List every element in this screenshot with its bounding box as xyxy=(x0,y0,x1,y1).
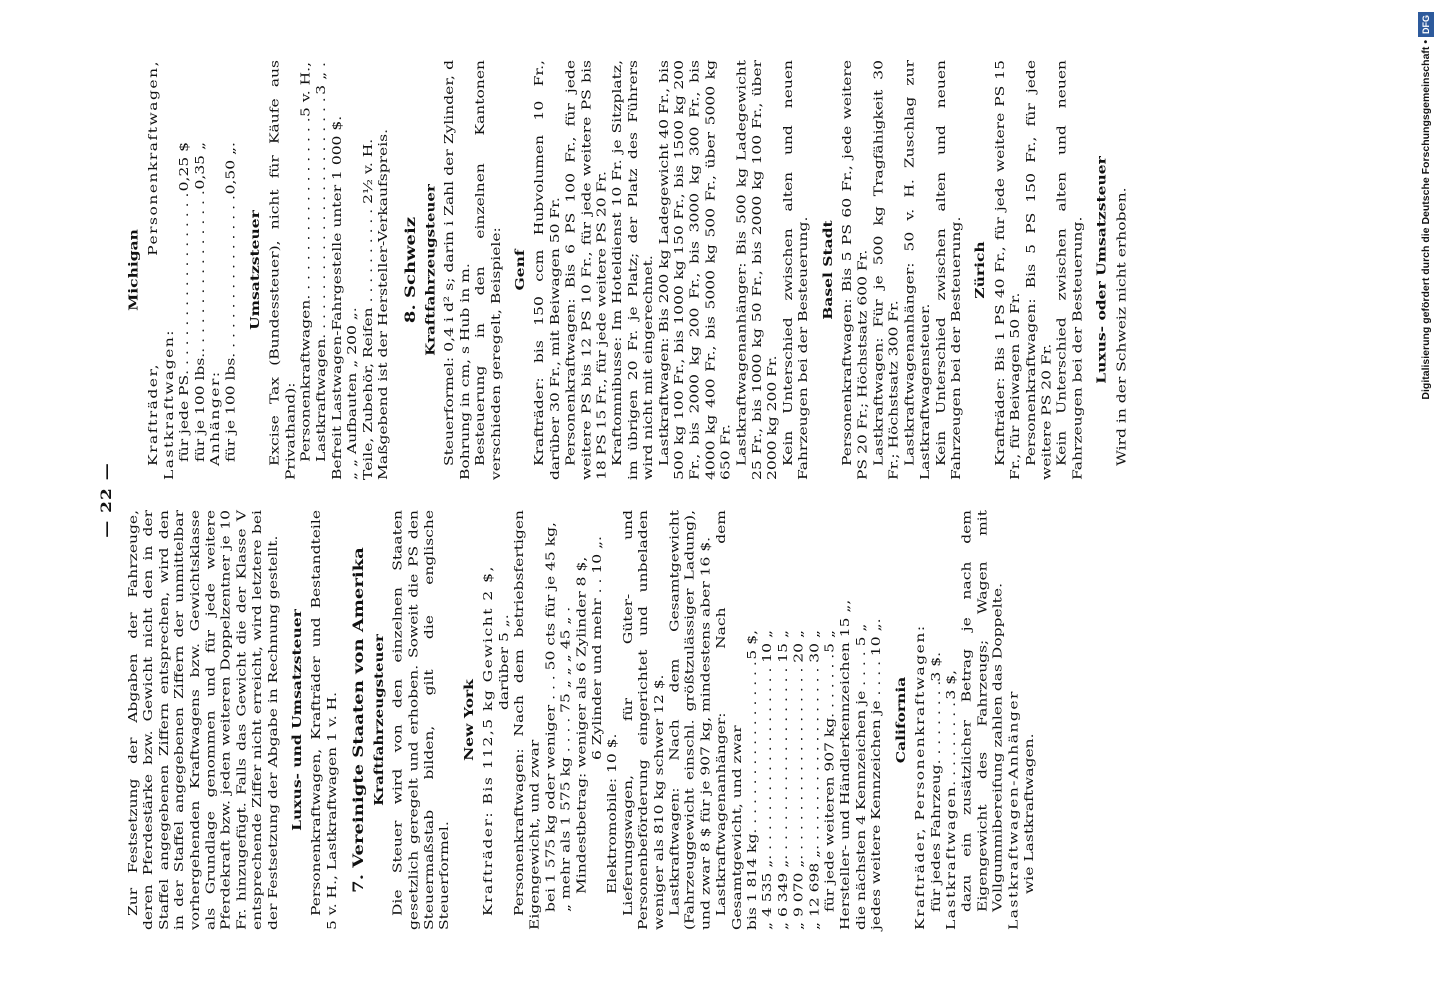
michigan-heading: Michigan xyxy=(125,229,141,311)
ny-weight-table xyxy=(745,630,838,930)
zh-personenkraftwagen: Personenkraftwagen: Bis 5 PS 150 Fr., für jede weitere PS 20 Fr. xyxy=(1023,60,1054,480)
um-row: Personenkraftwagen . . . 5 v. H., xyxy=(298,62,314,462)
ca-anhaenger-2: wie Lastkraftwagen. xyxy=(1021,733,1036,894)
ge-kein-unterschied: Kein Unterschied zwischen alten und neuen Fahrzeugen bei der Besteuerung. xyxy=(780,60,811,480)
um-massgebend: Maßgebend ist der Hersteller-Verkaufspreis. xyxy=(376,128,391,480)
usa-text: Die Steuer wird von den einzelnen Staaten gesetzlich geregelt und erhoben. Soweit die PS den Steuermaßstab bilden, gilt die englische Steuerformel. xyxy=(390,510,452,930)
ny-personenkraftwagen: Personenkraftwagen: Nach dem betriebsfertigen Eigengewicht, und zwar xyxy=(511,510,542,930)
ny-haendler-2: die nächsten 4 Kennzeichen je . . . . 5 „ xyxy=(853,623,868,930)
ny-weight-row: „ 12 698 „ . . . 30 „ xyxy=(807,630,823,930)
ch-formel: Steuerformel: 0,4 i d² s; darin i Zahl der Zylinder, d Bohrung in cm, s Hub in m. xyxy=(441,60,472,480)
basel-heading: Basel Stadt xyxy=(819,220,835,320)
um-row: Lastkraftwagen . . . 3 „ . xyxy=(314,62,330,462)
um-teile: Teile, Zubehör, Reifen . . . . . . . . . . 2½ v. H. xyxy=(360,138,375,480)
ny-lieferungswagen: Lieferungswagen, für Güter- und Personenbeförderung eingerichtet und unbeladen weniger als 810 kg schwer 12 $. xyxy=(620,510,667,930)
bs-personenkraftwagen: Personenkraftwagen: Bis 5 PS 60 Fr., jede weitere PS 20 Fr.; Höchstsatz 600 Fr. xyxy=(840,60,870,480)
ny-kraftraeder-2: darüber 5 „. xyxy=(496,614,511,710)
ny-pkw-row-2: „ mehr als 1 575 kg . . . . 75 „ „ „ 45 „ . xyxy=(558,606,573,912)
ca-anhaenger: Lastkraftwagen-Anhänger xyxy=(1006,690,1021,930)
luxus-text: Personenkraftwagen, Krafträder und Bestandteile 5 v. H., Lastkraftwagen 1 v. H. xyxy=(309,510,340,930)
usa-heading: 7. Vereinigte Staaten von Amerika xyxy=(350,547,368,893)
ny-pkw-row-1: bei 1 575 kg oder weniger . . . 50 cts für je 45 kg, xyxy=(543,522,558,912)
left-column xyxy=(126,510,1037,930)
ch-text: Besteuerung in den einzelnen Kantonen verschieden geregelt, Beispiele: xyxy=(472,60,503,480)
ca-lastkraftwagen-row: Lastkraftwagen . . . 3 $, xyxy=(944,670,960,930)
ny-weight-row: „ 4 535 „ . . . 10 „ xyxy=(760,630,776,930)
ca-kraftraeder: Krafträder, Personenkraftwagen: xyxy=(912,624,928,930)
schweiz-subheading: Kraftfahrzeugsteuer xyxy=(423,184,438,356)
ge-kraftomnibusse: Kraftomnibusse: Im Hoteldienst 10 Fr. je Sitzplatz, im übrigen 20 Fr. je Platz; der Platz des Führers wird nicht mit eingerechnet. xyxy=(609,60,656,480)
umsatzsteuer-heading: Umsatzsteuer xyxy=(247,210,263,330)
dfg-logo: DFG xyxy=(1418,12,1434,37)
luxus-oder-umsatz-heading: Luxus- oder Umsatzsteuer xyxy=(1093,156,1109,384)
ge-anhaenger: Lastkraftwagenanhänger: Bis 500 kg Ladegewicht 25 Fr., bis 1000 kg 50 Fr., bis 2000 kg 100 Fr., über 2000 kg 200 Fr. xyxy=(734,60,780,480)
ge-lastkraftwagen: Lastkraftwagen: Bis 200 kg Ladegewicht 40 Fr., bis 500 kg 100 Fr., bis 1000 kg 150 Fr., bis 1500 kg 200 Fr., bis 2000 kg 200 Fr., bis 3000 kg 300 Fr., bis 4000 kg 400 Fr., bis 5000 kg 500 Fr., über 5000 kg 650 Fr. xyxy=(656,60,733,480)
digitization-credit xyxy=(1418,0,1434,1000)
ny-weight-row: bis 1 814 kg . . . 5 $, xyxy=(745,630,761,930)
um-table xyxy=(298,62,329,480)
mi-table xyxy=(177,142,208,480)
newyork-heading: New York xyxy=(460,679,476,761)
ny-haendler-3: jedes weitere Kennzeichen je . . . . 10 „. xyxy=(869,618,884,930)
luxus-heading: Luxus- und Umsatzsteuer xyxy=(288,609,305,831)
ny-haendler-1: Hersteller- und Händlerkennzeichen 15 „, xyxy=(837,599,853,930)
right-column xyxy=(126,60,1130,480)
genf-heading: Genf xyxy=(511,249,528,291)
um-aufbauten: „ „ Aufbauten „ 200 „. xyxy=(345,307,360,480)
ny-weight-row: „ 9 070 „ . . . 20 „ xyxy=(791,630,807,930)
ca-lastkraftwagen-text: dazu ein zusätzlicher Betrag je nach dem Eigengewicht des Fahrzeugs; Wagen mit Vollgummibereifung zahlen das Doppelte. xyxy=(959,510,1005,912)
credit-text: Digitalisierung gefördert durch die Deutsche Forschungsgemeinschaft • xyxy=(1420,40,1432,400)
um-text: Excise Tax (Bundessteuer), nicht für Käufe aus Privathand): xyxy=(267,60,298,480)
ca-fahrzeug-row: für jedes Fahrzeug . . . 3 $. xyxy=(928,652,944,930)
bs-kein-unterschied: Kein Unterschied zwischen alten und neuen Fahrzeugen bei der Besteuerung. xyxy=(933,60,964,480)
mi-anhaenger: Anhänger: xyxy=(208,370,223,466)
zh-kraftraeder: Krafträder: Bis 1 PS 40 Fr., für jede weitere PS 15 Fr., für Beiwagen 50 Fr. xyxy=(992,60,1023,480)
schweiz-heading: 8. Schweiz xyxy=(402,216,419,324)
bs-lastkraftwagen: Lastkraftwagen: Für je 500 kg Tragfähigkeit 30 Fr.; Höchstsatz 300 Fr. xyxy=(871,60,902,480)
intro-paragraph: Zur Festsetzung der Abgaben der Fahrzeuge, deren Pferdestärke bzw. Gewicht nicht den in der Staffel angegebenen Ziffern entsprechen, wird den in der Staffel angegebenen Ziffern der unmittelbar vorhergehenden Kraftwagens bzw. Gewichtsklasse als Grundlage genommen und für jede weitere Pferdekraft bzw. jeden weiteren Doppelzentner je 10 Fr. hinzugefügt. Falls das Gewicht die der Klasse V entsprechende Ziffer nicht erreicht, wird letztere bei der Festsetzung der Abgabe in Rechnung gestellt. xyxy=(125,510,280,930)
mi-anhaenger-row: für je 100 lbs . . . 0,50 „. xyxy=(224,142,240,480)
ny-kraftraeder: Krafträder: Bis 112,5 kg Gewicht 2 $, xyxy=(480,565,496,916)
ny-weight-row: für jede weiteren 907 kg . . . 5 „ xyxy=(822,630,838,930)
ge-kraftraeder: Krafträder: bis 150 ccm Hubvolumen 10 Fr., darüber 30 Fr., mit Beiwagen 50 Fr. xyxy=(532,60,563,480)
zh-kein-unterschied: Kein Unterschied zwischen alten und neuen Fahrzeugen bei der Besteuerung. xyxy=(1054,60,1085,480)
ny-lastkraftwagen: Lastkraftwagen: Nach dem Gesamtgewicht (Fahrzeuggewicht einschl. größtzulässiger Ladung), und zwar 8 $ für je 907 kg, mindestens aber 16 $. xyxy=(667,510,713,930)
rotated-document-page xyxy=(99,0,1129,1000)
mi-text: Krafträder, Personenkraftwagen, Lastkraftwagen: xyxy=(145,60,176,480)
usa-subheading: Kraftfahrzeugsteuer xyxy=(371,634,387,806)
lux-text: Wird in der Schweiz nicht erhoben. xyxy=(1114,187,1129,466)
page-number: — 22 — xyxy=(99,462,116,538)
ge-personenkraftwagen: Personenkraftwagen: Bis 6 PS 100 Fr., für jede weitere PS bis 12 PS 10 Fr., für jede weitere PS bis 18 PS 15 Fr., für jede weitere PS 20 Fr. xyxy=(563,60,609,480)
zuerich-heading: Zürich xyxy=(972,241,988,299)
ny-minimum-1: Mindestbetrag: weniger als 6 Zylinder 8 $, xyxy=(574,556,589,894)
mi-row: für jede PS . . . 0,25 $ xyxy=(177,142,193,462)
um-befreit: Befreit Lastwagen-Fahrgestelle unter 1 000 $. xyxy=(329,115,344,480)
bs-anhaenger: Lastkraftwagenanhänger: 50 v. H. Zuschlag zur Lastkraftwagensteuer. xyxy=(902,60,933,480)
ny-elektromobile: Elektromobile: 10 $. xyxy=(605,733,620,894)
ny-minimum-2: 6 Zylinder und mehr . . 10 „. xyxy=(589,536,604,760)
mi-row: für je 100 lbs. . . . 0,35 „ xyxy=(193,142,209,462)
california-heading: California xyxy=(892,676,908,764)
ny-weight-row: „ 6 349 „ . . . 15 „ xyxy=(776,630,792,930)
ny-anhaenger: Lastkraftwagenanhänger: Nach dem Gesamtgewicht, und zwar xyxy=(713,510,744,930)
